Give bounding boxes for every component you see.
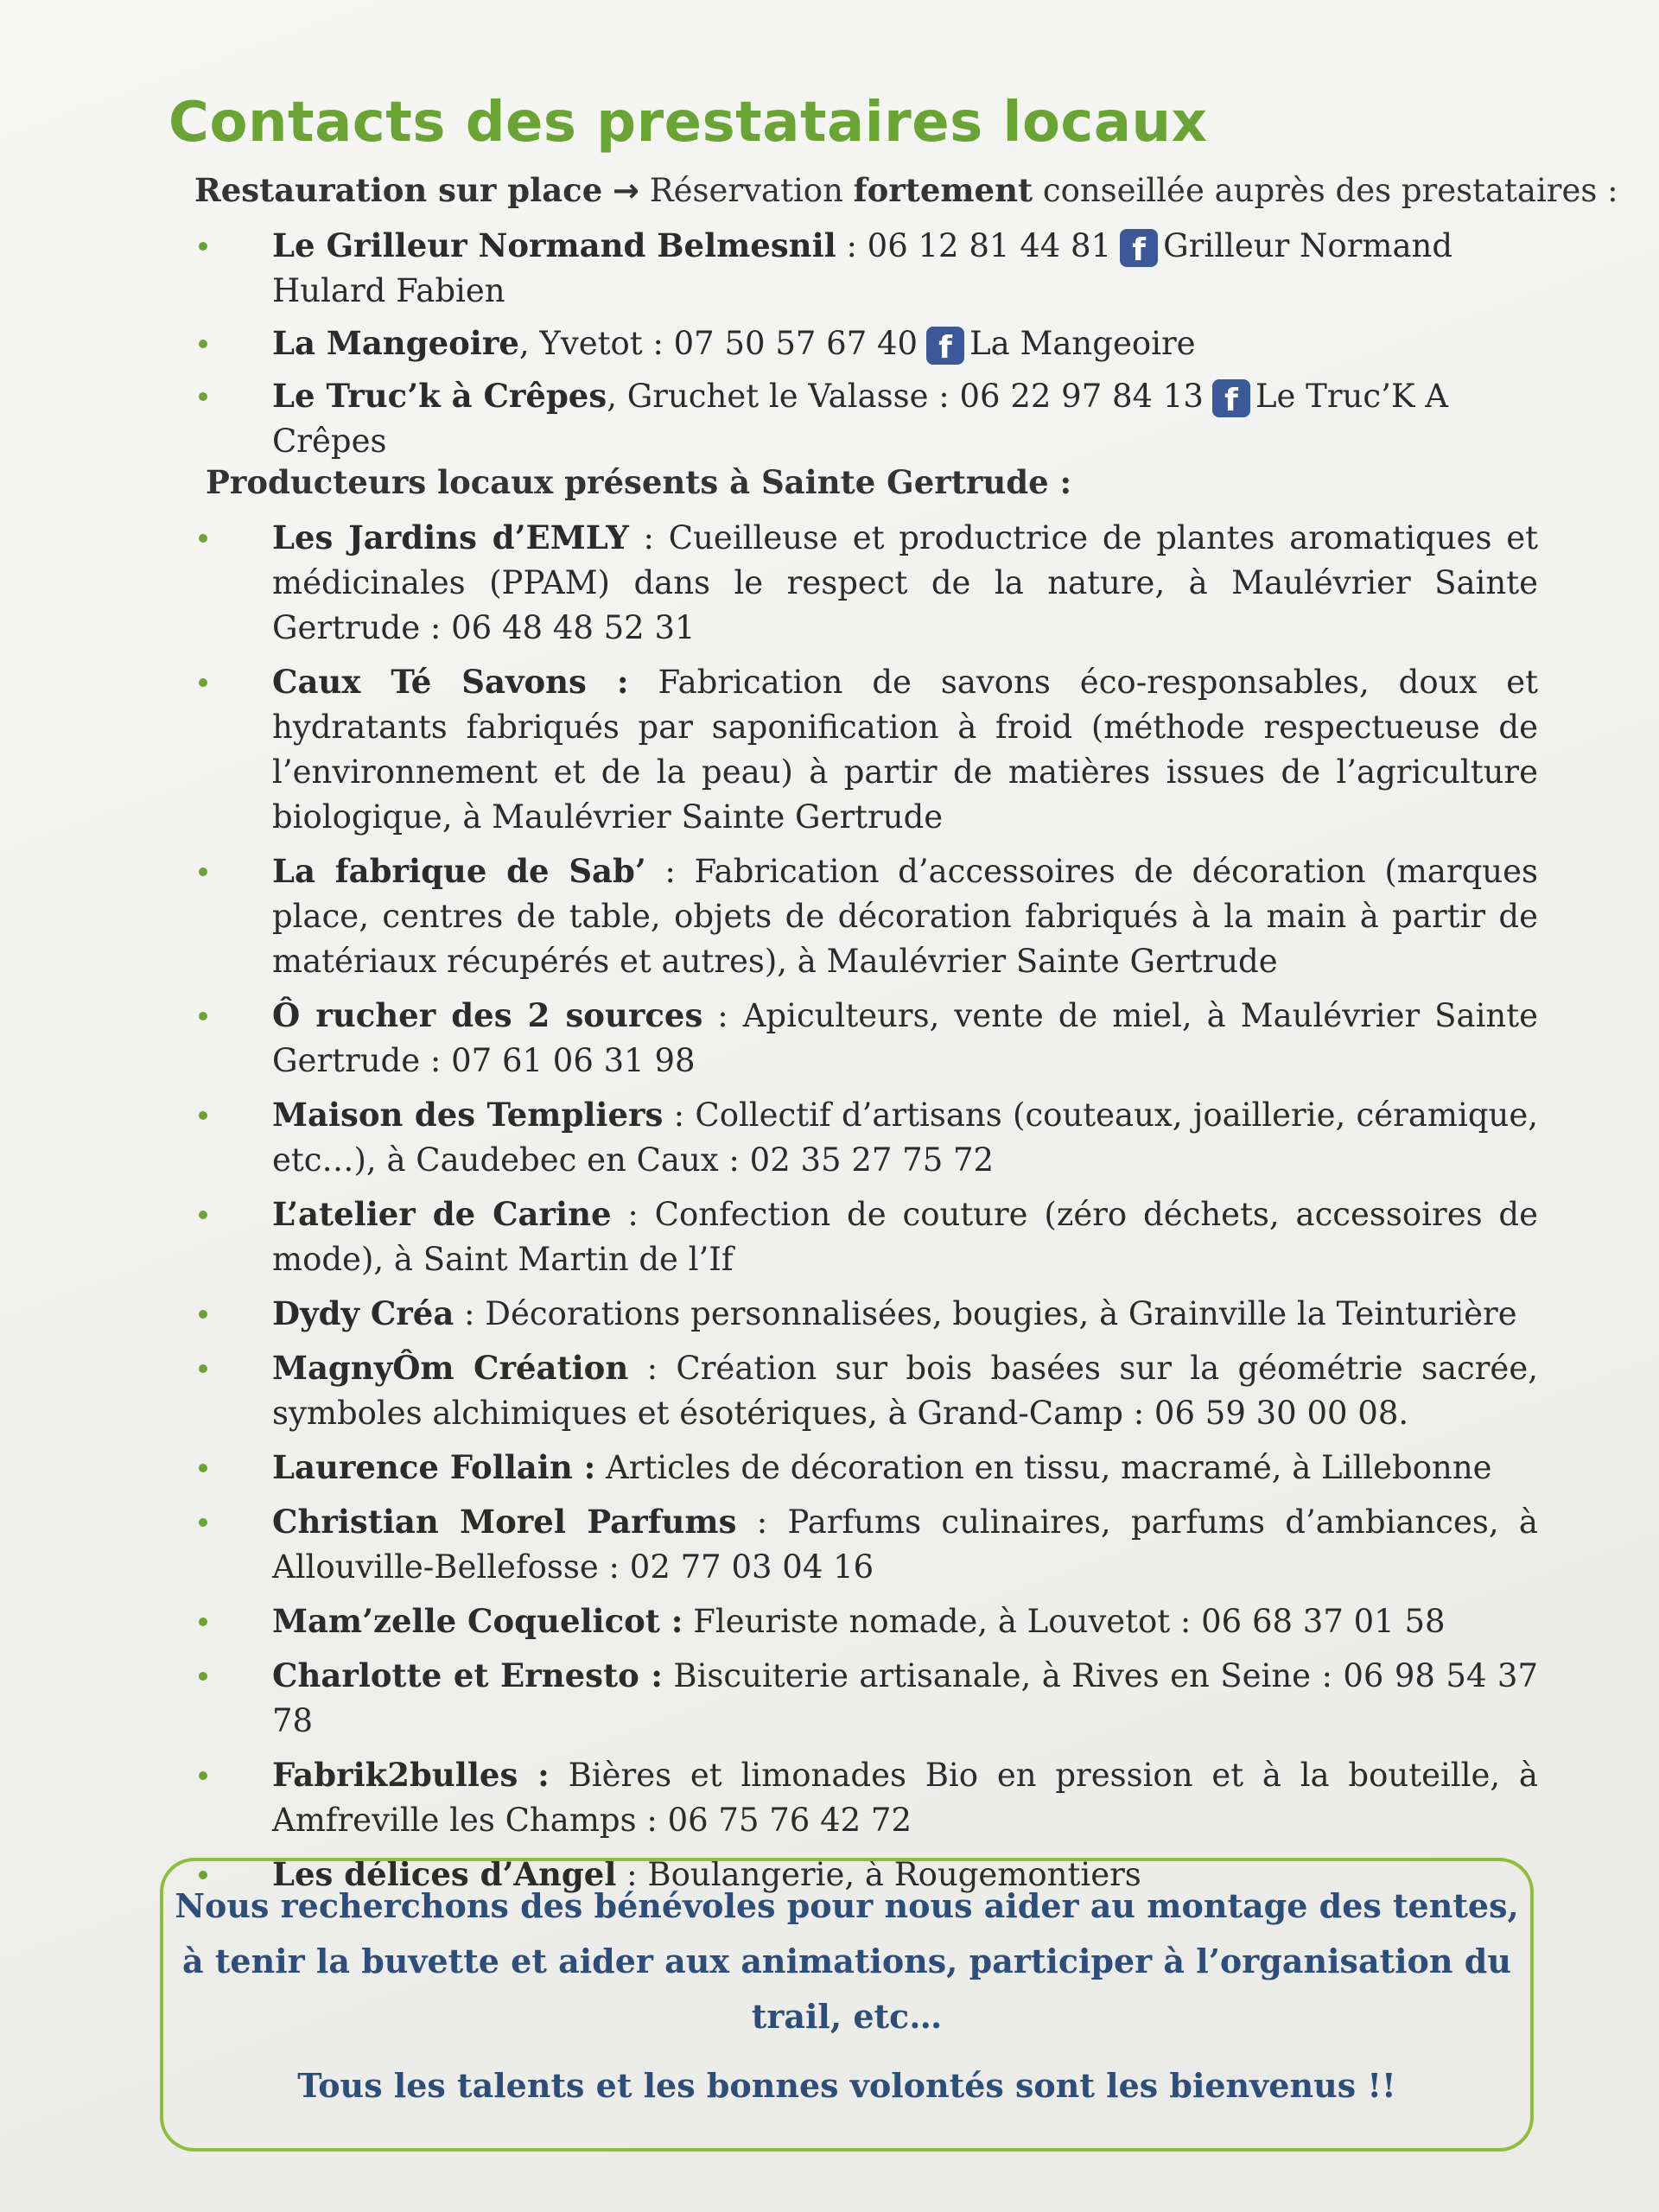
producer-name: Les Jardins d’EMLY [272,518,629,556]
bullet-icon [199,1310,207,1319]
producer-name: Dydy Créa [272,1294,454,1332]
producteurs-list [199,515,1538,1906]
bullet-icon [199,678,207,687]
provider-detail: , Gruchet le Valasse : 06 22 97 84 13 [607,378,1204,415]
producer-detail: : Décorations personnalisées, bougies, à Grainville la Teinturière [454,1295,1517,1332]
list-item [199,223,1538,314]
list-item [199,515,1538,651]
list-item [199,1653,1538,1744]
producer-detail: Fabrication de savons éco-responsables, doux et hydratants fabriqués par saponification à froid (méthode respectueuse de l’environnement et de la peau) à partir de matières issues de l’agriculture biologique, à Maulévrier Sainte Gertrude [272,664,1538,836]
provider-detail: , Yvetot : 07 50 57 67 40 [518,325,918,362]
restauration-heading [194,171,1618,209]
producer-name: L’atelier de Carine [272,1195,612,1233]
list-item [199,1345,1538,1436]
arrow-right-icon: → [613,172,640,209]
bullet-icon [199,1012,207,1020]
list-item [199,1752,1538,1843]
producer-detail: : Confection de couture (zéro déchets, accessoires de mode), à Saint Martin de l’If [272,1196,1538,1278]
producer-name: Maison des Templiers [272,1096,664,1134]
list-item [199,321,1538,366]
facebook-label: Grilleur Normand Hulard Fabien [272,227,1453,309]
producer-name: Mam’zelle Coquelicot : [272,1602,683,1640]
bullet-icon [199,1464,207,1472]
list-item [199,1192,1538,1282]
bullet-icon [199,1364,207,1373]
list-item [199,993,1538,1084]
bullet-icon [199,392,207,401]
producer-detail: Fleuriste nomade, à Louvetot : 06 68 37 01 58 [683,1603,1446,1640]
bullet-icon [199,340,207,348]
restauration-list [199,223,1538,471]
facebook-icon: f [926,327,964,365]
list-item [199,1599,1538,1644]
bullet-icon [199,242,207,251]
bullet-icon [199,534,207,543]
list-item [199,659,1538,840]
provider-name: La Mangeoire [272,324,519,362]
volunteer-welcome: Tous les talents et les bonnes volontés sont les bienvenus !! [297,2066,1396,2105]
provider-name: Le Grilleur Normand Belmesnil [272,226,836,264]
bullet-icon [199,1518,207,1527]
producer-name: Caux Té Savons : [272,663,629,701]
producer-name: MagnyÔm Création [272,1349,629,1387]
provider-detail: : 06 12 81 44 81 [836,227,1112,264]
page-title: Contacts des prestataires locaux [168,91,1208,155]
bullet-icon [199,868,207,876]
producer-detail: : Fabrication d’accessoires de décoration (marques place, centres de table, objets de décoration fabriqués à la main à partir de matériaux récupérés et autres), à Maulévrier Sainte Gertrude [272,853,1538,980]
facebook-icon: f [1120,229,1158,267]
restauration-heading-mid: Réservation [649,172,843,209]
list-item [199,1499,1538,1590]
producer-name: Ô rucher des 2 sources [272,996,703,1034]
restauration-heading-prefix: Restauration sur place [194,171,603,209]
facebook-icon: f [1212,379,1250,417]
list-item [199,1291,1538,1337]
volunteer-request: Nous recherchons des bénévoles pour nous aider au montage des tentes, à tenir la buvette et aider aux animations, participer à l’organisation du trail, etc… [175,1886,1519,2036]
producer-detail: : Apiculteurs, vente de miel, à Maulévrier Sainte Gertrude : 07 61 06 31 98 [272,997,1539,1079]
list-item [199,373,1538,464]
producer-name: Les délices d’Angel [272,1855,617,1893]
producer-name: Christian Morel Parfums [272,1503,737,1541]
producer-detail: Biscuiterie artisanale, à Rives en Seine : 06 98 54 37 78 [272,1657,1538,1739]
producer-detail: : Création sur bois basées sur la géométrie sacrée, symboles alchimiques et ésotériques, à Grand-Camp : 06 59 30 00 08. [272,1350,1538,1432]
producteurs-heading [206,463,1071,501]
producer-detail: Bières et limonades Bio en pression et à la bouteille, à Amfreville les Champs : 06 75 76 42 72 [272,1757,1538,1839]
producer-detail: Articles de décoration en tissu, macramé, à Lillebonne [595,1449,1492,1486]
producteurs-heading-text: Producteurs locaux présents à Sainte Gertrude : [206,463,1072,501]
list-item [199,1092,1538,1183]
producer-name: Fabrik2bulles : [272,1756,550,1794]
bullet-icon [199,1111,207,1120]
restauration-heading-bold: fortement [853,171,1033,209]
producer-detail: : Cueilleuse et productrice de plantes aromatiques et médicinales (PPAM) dans le respect de la nature, à Maulévrier Sainte Gertrude : 06 48 48 52 31 [272,519,1538,646]
bullet-icon [199,1211,207,1219]
producer-detail: : Collectif d’artisans (couteaux, joaillerie, céramique, etc…), à Caudebec en Caux : 02 35 27 75 72 [272,1096,1538,1179]
bullet-icon [199,1672,207,1681]
list-item [199,849,1538,984]
provider-name: Le Truc’k à Crêpes [272,377,607,415]
producer-name: La fabrique de Sab’ [272,852,646,890]
bullet-icon [199,1618,207,1626]
volunteer-callout [160,1858,1534,2152]
list-item [199,1445,1538,1491]
bullet-icon [199,1771,207,1780]
facebook-label: La Mangeoire [969,325,1196,362]
producer-detail: : Boulangerie, à Rougemontiers [616,1856,1141,1893]
restauration-heading-suffix: conseillée auprès des prestataires : [1042,172,1618,209]
producer-detail: : Parfums culinaires, parfums d’ambiances, à Allouville-Bellefosse : 02 77 03 04 16 [272,1503,1538,1586]
producer-name: Laurence Follain : [272,1448,596,1486]
facebook-label: Le Truc’K A Crêpes [272,378,1448,460]
producer-name: Charlotte et Ernesto : [272,1656,663,1694]
